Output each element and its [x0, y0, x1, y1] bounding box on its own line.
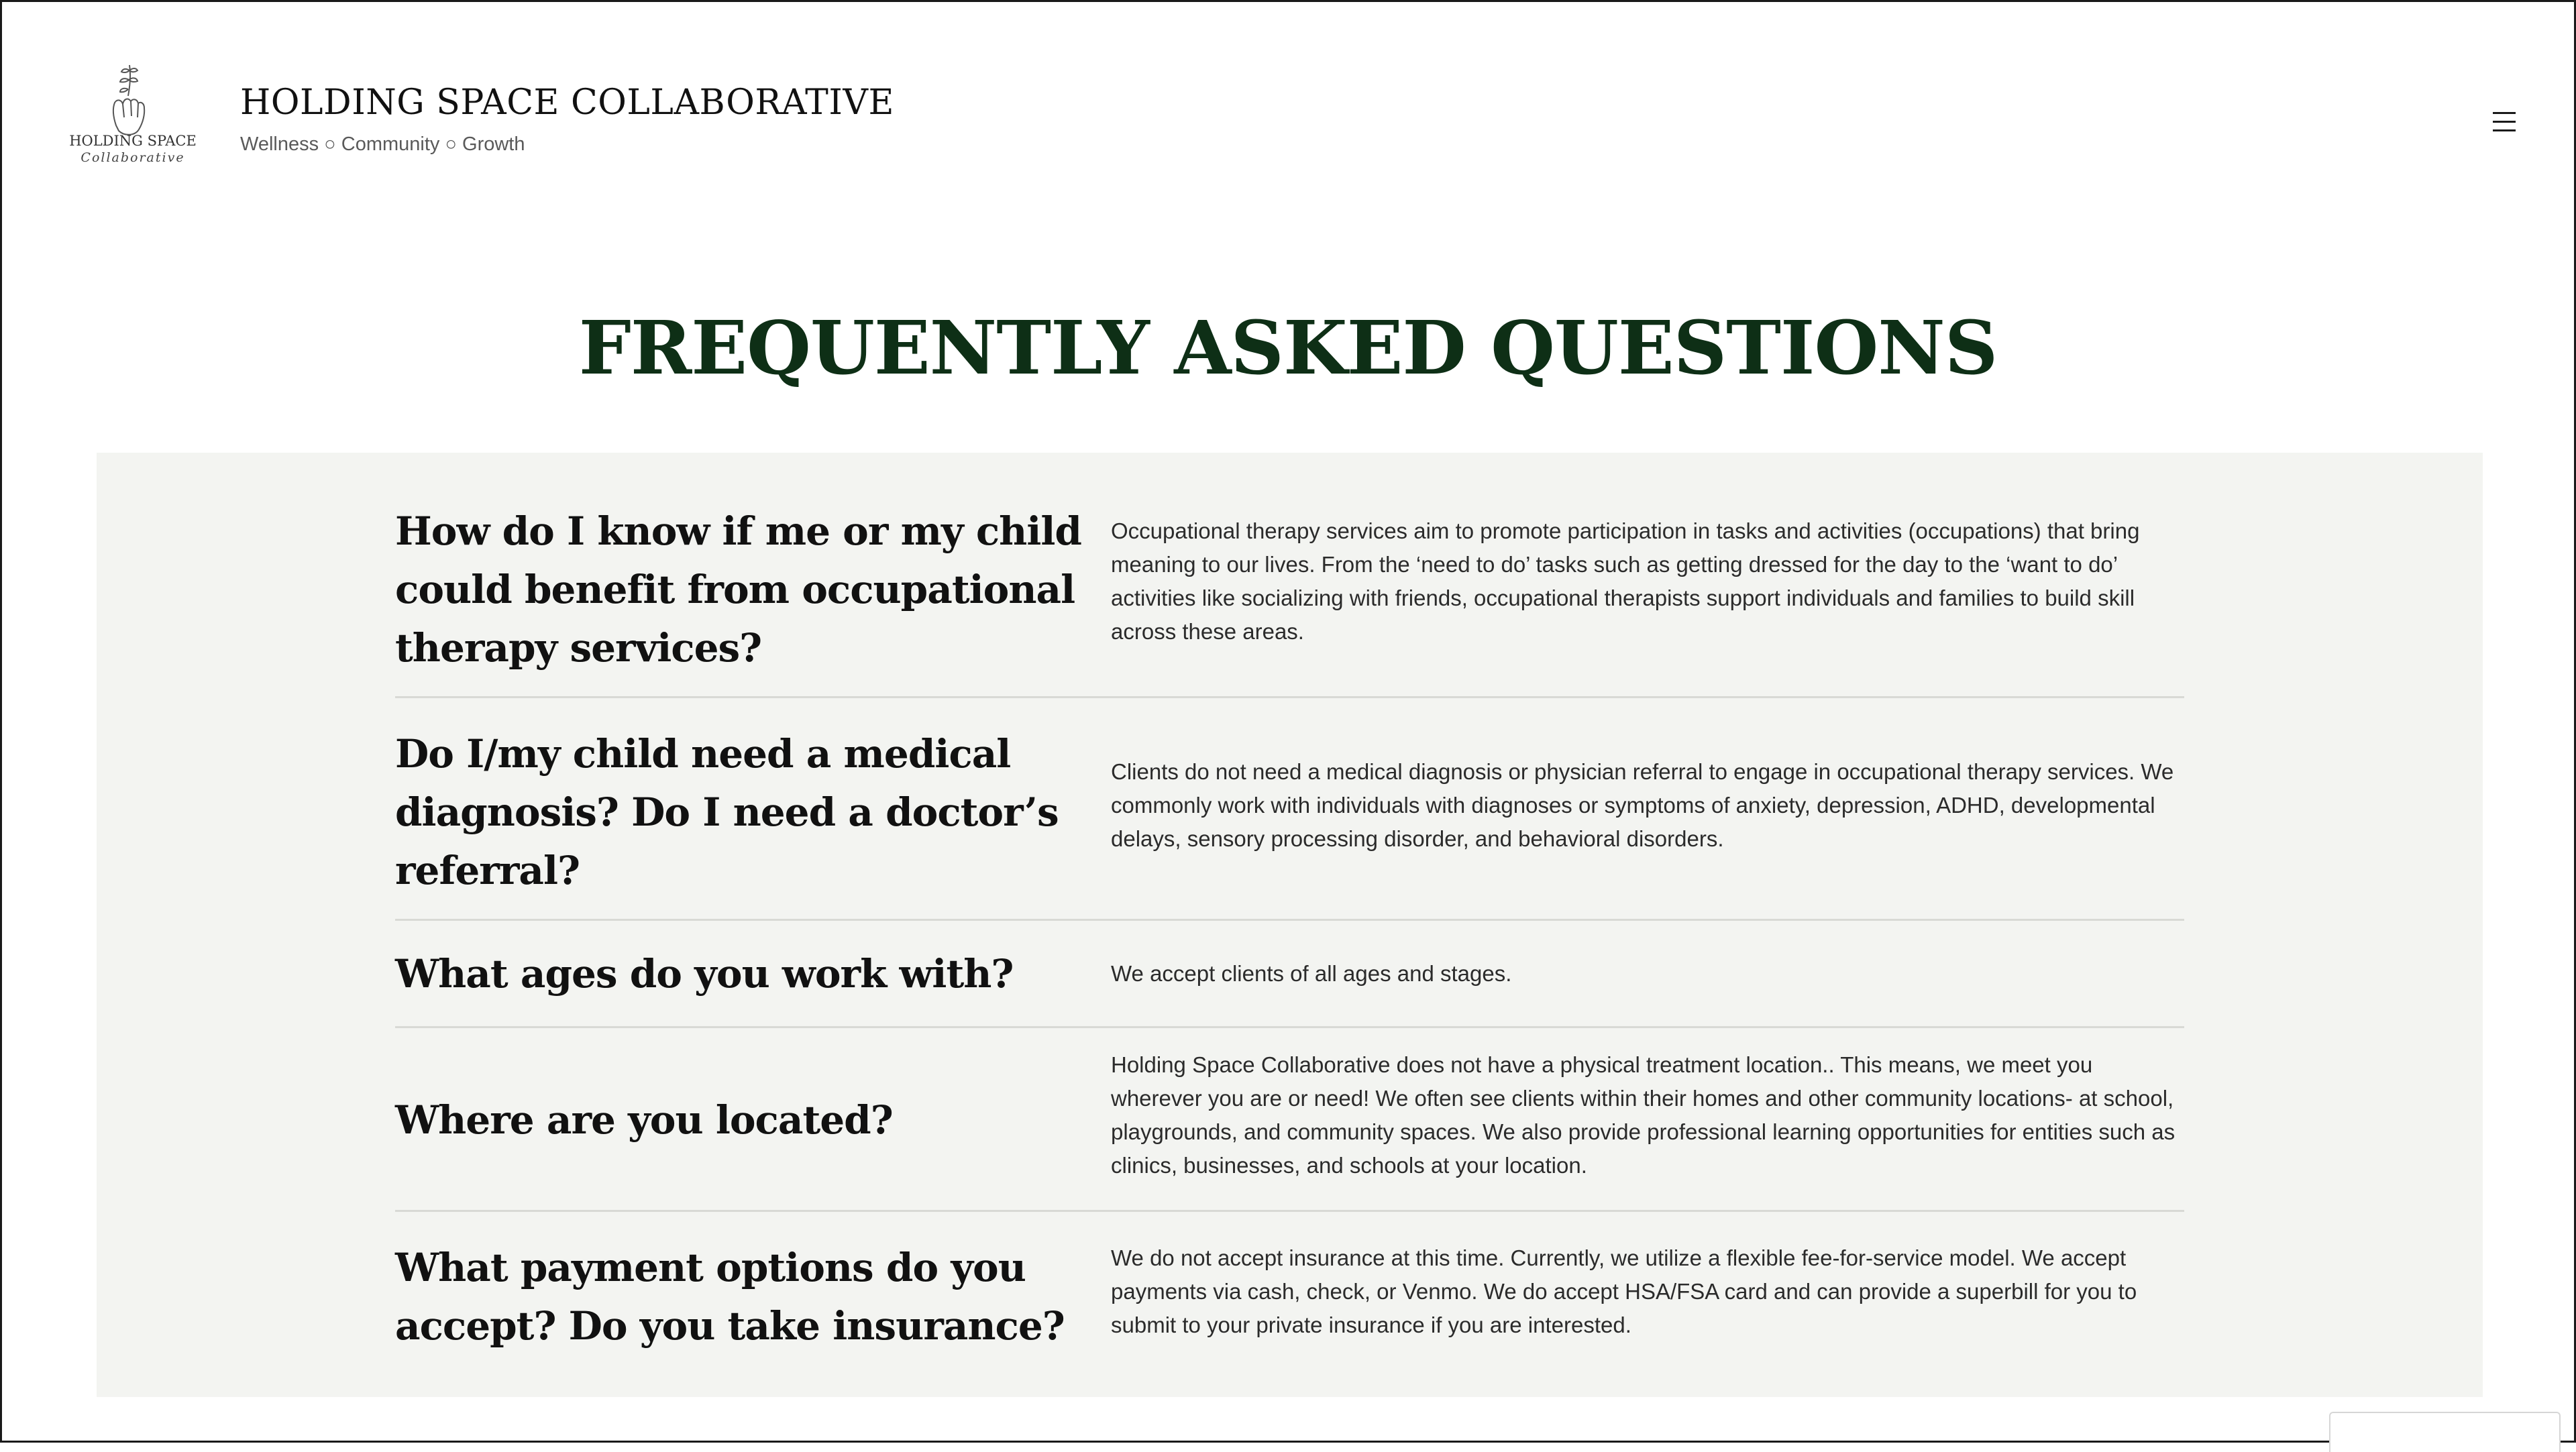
faq-answer: Holding Space Collaborative does not have a physical treatment location.. This means, we meet you wherever you are or need! We often see clients within their homes and other community locations- at school, playgrounds, and community spaces. We also provide professional learning opportunities for entities such as clinics, businesses, and schools at your location.	[1111, 1052, 2176, 1178]
site-tagline: Wellness ○ Community ○ Growth	[240, 133, 525, 155]
hamburger-menu-icon[interactable]	[2493, 112, 2517, 133]
faq-question: What payment options do you accept? Do you take insurance?	[395, 1245, 1065, 1349]
faq-question: Do I/my child need a medical diagnosis? Do I need a doctor’s referral?	[395, 731, 1059, 893]
faq-question: Where are you located?	[395, 1097, 893, 1143]
faq-answer: Clients do not need a medical diagnosis or physician referral to engage in occupational therapy services. We commonly work with individuals with diagnoses or symptoms of anxiety, depression, ADHD, developmental delays, sensory processing disorder, and behavioral disorders.	[1111, 759, 2174, 851]
faq-question: What ages do you work with?	[395, 951, 1014, 997]
faq-section	[97, 453, 2483, 1397]
hand-with-sprig-logo-icon	[113, 65, 144, 135]
site-logo[interactable]	[64, 61, 202, 168]
site-title[interactable]: HOLDING SPACE COLLABORATIVE	[240, 82, 894, 123]
faq-item	[395, 698, 2184, 921]
faq-answer: Occupational therapy services aim to promote participation in tasks and activities (occupations) that bring meaning to our lives. From the ‘need to do’ tasks such as getting dressed for the day to the ‘want to do’ activities like socializing with friends, occupational therapists support individuals and families to build skill across these areas.	[1111, 518, 2140, 644]
brand-block[interactable]	[240, 82, 894, 156]
floating-widget-tab[interactable]	[2329, 1412, 2561, 1452]
faq-item	[395, 921, 2184, 1028]
logo-line1: HOLDING SPACE	[69, 133, 197, 149]
logo-line2: Collaborative	[80, 150, 185, 165]
faq-question: How do I know if me or my child could benefit from occupational therapy services?	[395, 508, 1081, 671]
faq-answer: We do not accept insurance at this time. Currently, we utilize a flexible fee-for-service model. We accept payments via cash, check, or Venmo. We do accept HSA/FSA card and can provide a superbill for you to submit to your private insurance if you are interested.	[1111, 1245, 2137, 1337]
faq-item	[395, 453, 2184, 698]
page-title: FREQUENTLY ASKED QUESTIONS	[578, 304, 1998, 391]
faq-item	[395, 1212, 2184, 1397]
site-header	[2, 2, 2574, 223]
faq-answer: We accept clients of all ages and stages.	[1111, 961, 1512, 986]
faq-item	[395, 1028, 2184, 1212]
